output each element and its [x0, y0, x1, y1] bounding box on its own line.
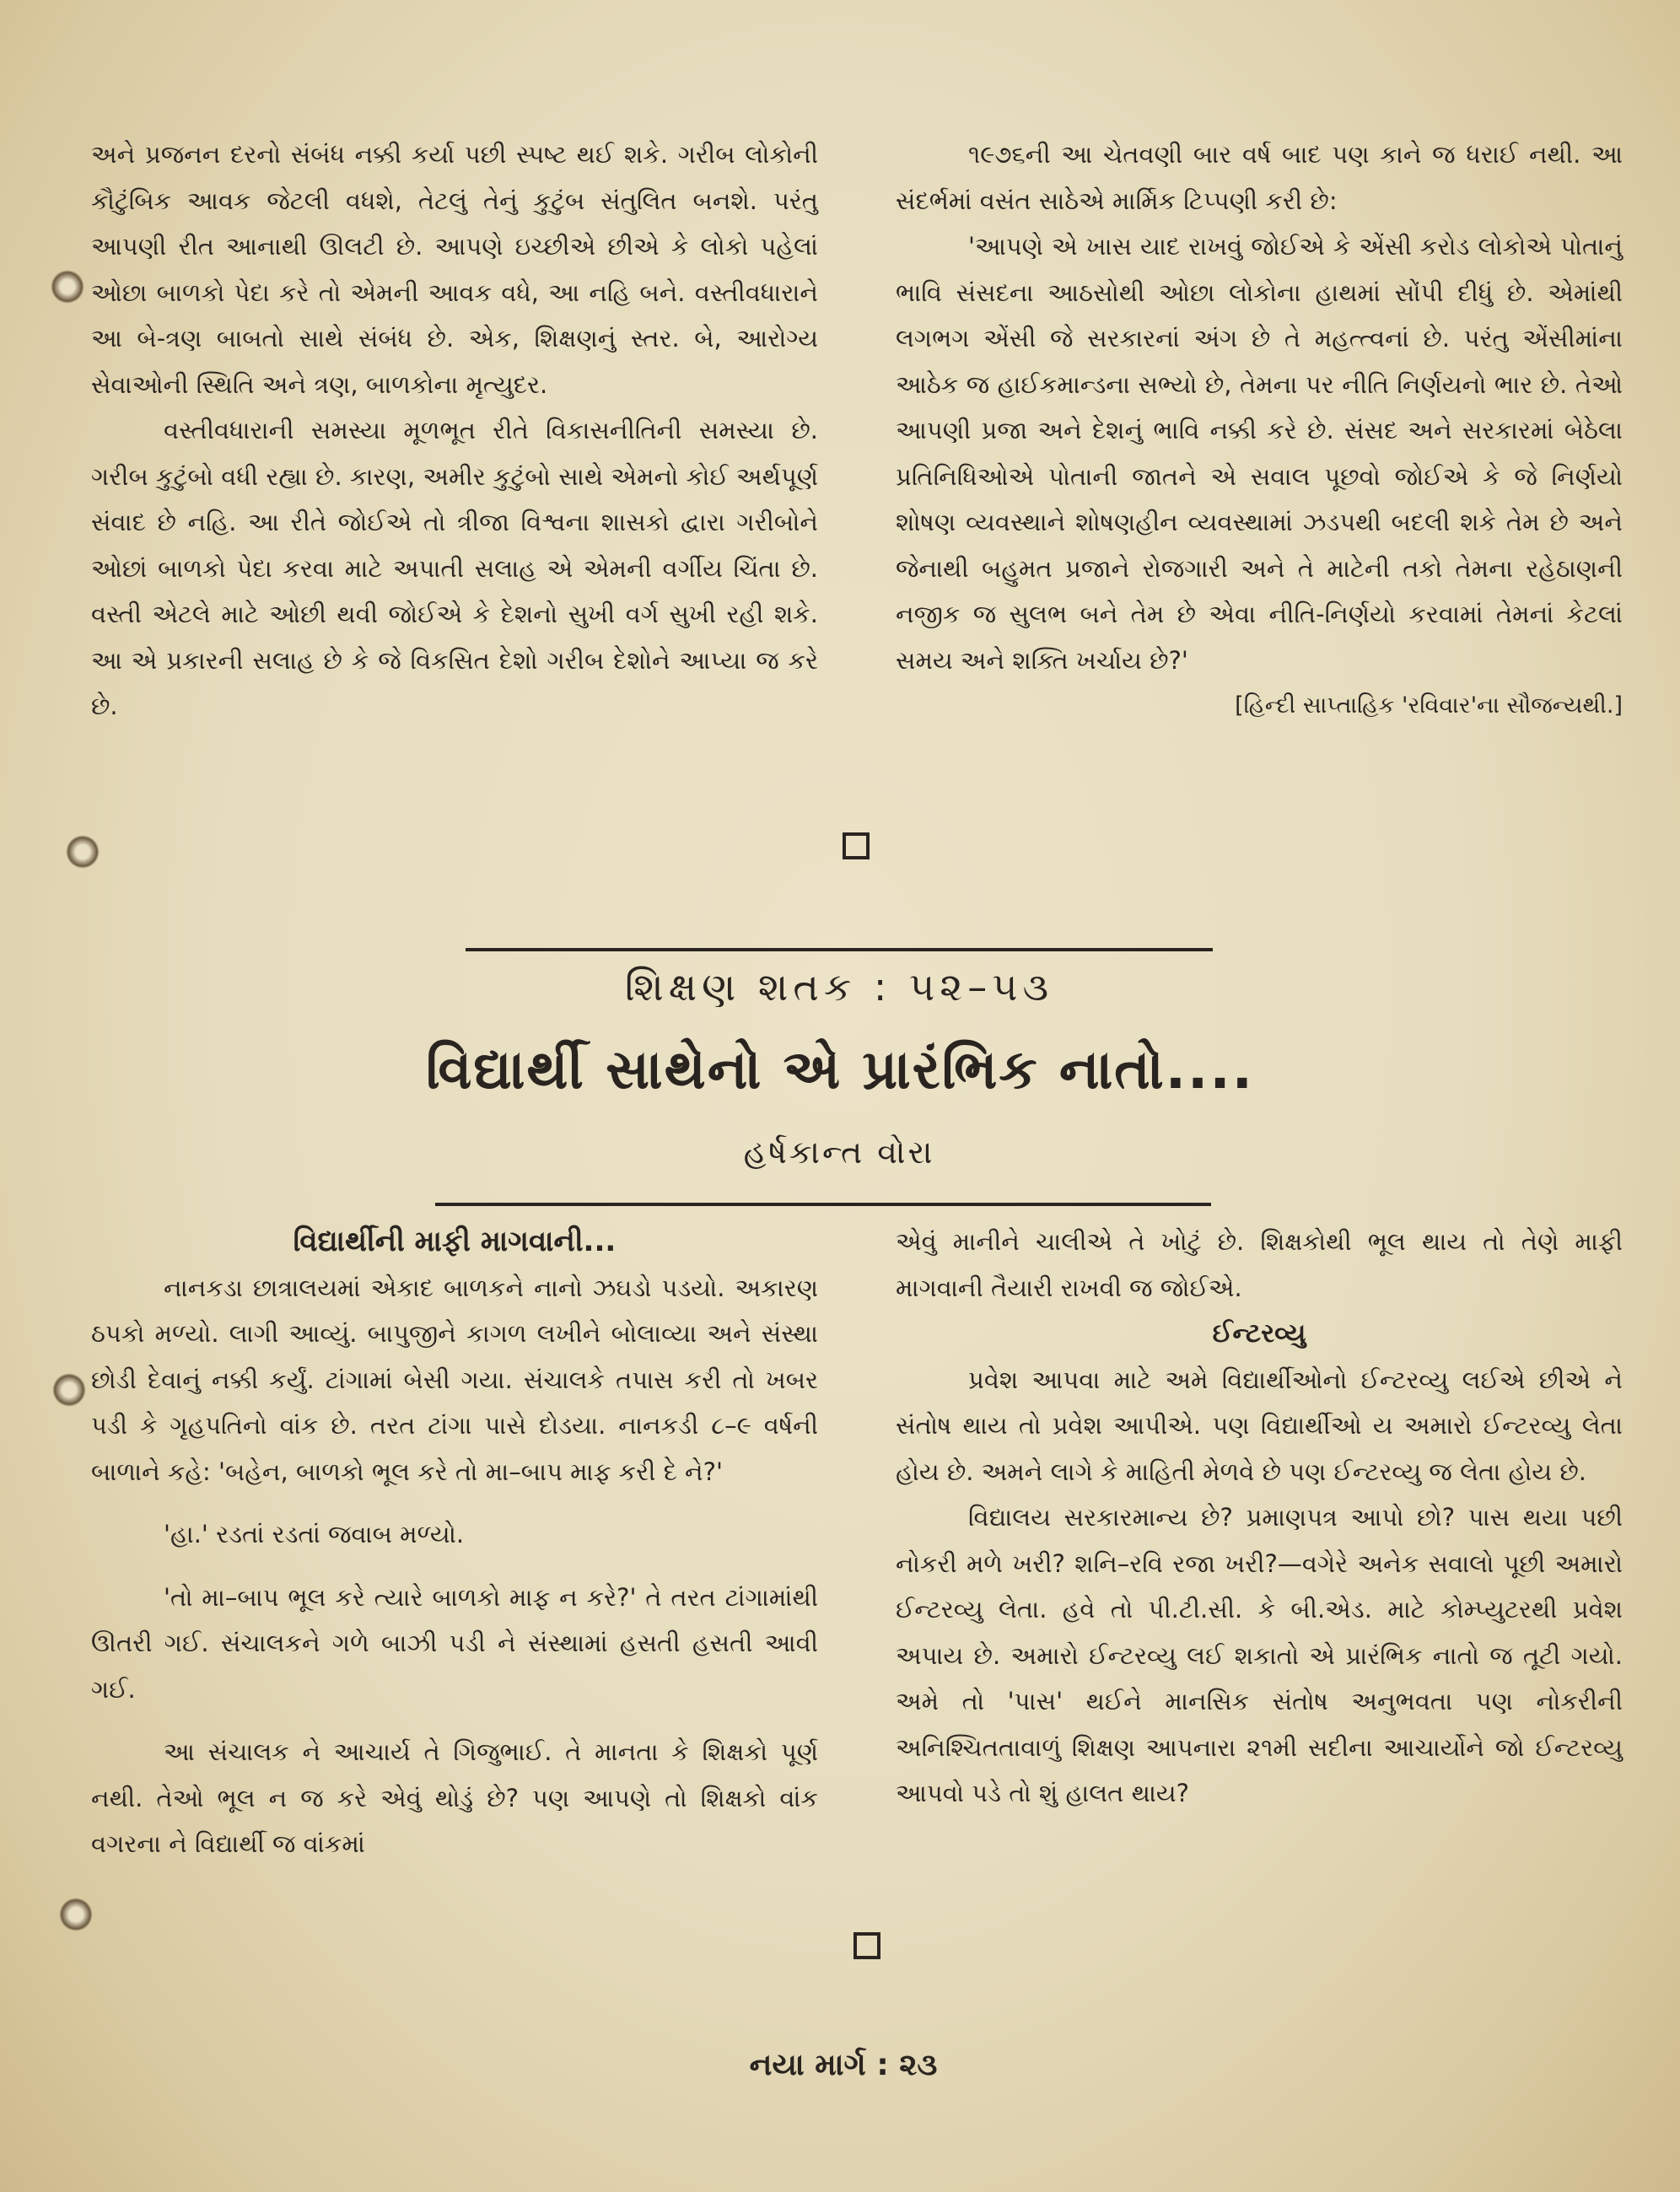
end-of-article-mark — [843, 832, 870, 859]
top-left-column — [91, 132, 818, 730]
quote-paragraph: 'આપણે એ ખાસ યાદ રાખવું જોઈએ કે એંસી કરોડ લોકોએ પોતાનું ભાવિ સંસદના આઠસોથી ઓછા લોકોના હાથમાં સોંપી દીધું છે. એમાંથી લગભગ એંસી જે સરકારનાં અંગ છે તે મહત્ત્વનાં છે. પરંતુ એંસીમાંના આઠેક જ હાઈકમાન્ડના સભ્યો છે, તેમના પર નીતિ નિર્ણયનો ભાર છે. તેઓ આપણી પ્રજા અને દેશનું ભાવિ નક્કી કરે છે. સંસદ અને સરકારમાં બેઠેલા પ્રતિનિધિઓએ પોતાની જાતને એ સવાલ પૂછવો જોઈએ કે જે નિર્ણયો શોષણ વ્યવસ્થાને શોષણહીન વ્યવસ્થામાં ઝડપથી બદલી શકે તેમ છે અને જેનાથી બહુમત પ્રજાને રોજગારી અને તે માટેની તકો તેમના રહેઠાણની નજીક જ સુલભ બને તેમ છે એવા નીતિ-નિર્ણયો કરવામાં તેમનાં કેટલાં સમય અને શક્તિ ખર્ચાય છે?' — [896, 232, 1623, 675]
paragraph: 'હા.' રડતાં રડતાં જવાબ મળ્યો. — [164, 1520, 465, 1548]
binding-hole — [59, 1898, 93, 1931]
paragraph: અને પ્રજનન દરનો સંબંધ નક્કી કર્યા પછી સ્પષ્ટ થઈ શકે. ગરીબ લોકોની કૌટુંબિક આવક જેટલી વધશે, તેટલું તેનું કુટુંબ સંતુલિત બનશે. પરંતુ આપણી રીત આનાથી ઊલટી છે. આપણે ઇચ્છીએ છીએ કે લોકો પહેલાં ઓછા બાળકો પેદા કરે તો એમની આવક વધે, આ નહિ બને. વસ્તીવધારાને આ બે-ત્રણ બાબતો સાથે સંબંધ છે. એક, શિક્ષણનું સ્તર. બે, આરોગ્ય સેવાઓની સ્થિતિ અને ત્રણ, બાળકોના મૃત્યુદર. — [91, 140, 818, 399]
source-credit: [હિન્દી સાપ્તાહિક 'રવિવાર'ના સૌજન્યથી.] — [1235, 692, 1623, 719]
paragraph: પ્રવેશ આપવા માટે અમે વિદ્યાર્થીઓનો ઈન્ટરવ્યુ લઈએ છીએ ને સંતોષ થાય તો પ્રવેશ આપીએ. પણ વિદ્યાર્થીઓ ય અમારો ઈન્ટરવ્યુ લેતા હોય છે. અમને લાગે કે માહિતી મેળવે છે પણ ઈન્ટરવ્યુ જ લેતા હોય છે. — [896, 1365, 1623, 1486]
end-of-article-mark — [853, 1932, 880, 1959]
series-label: શિક્ષણ શતક : ૫૨–૫૩ — [624, 964, 1054, 1010]
paragraph: વસ્તીવધારાની સમસ્યા મૂળભૂત રીતે વિકાસનીતિની સમસ્યા છે. ગરીબ કુટુંબો વધી રહ્યા છે. કારણ, અમીર કુટુંબો સાથે એમનો કોઈ અર્થપૂર્ણ સંવાદ છે નહિ. આ રીતે જોઈએ તો ત્રીજા વિશ્વના શાસકો દ્વારા ગરીબોને ઓછાં બાળકો પેદા કરવા માટે અપાતી સલાહ એ એમની વર્ગીય ચિંતા છે. વસ્તી એટલે માટે ઓછી થવી જોઈએ કે દેશનો સુખી વર્ગ સુખી રહી શકે. આ એ પ્રકારની સલાહ છે કે જે વિકસિત દેશો ગરીબ દેશોને આપ્યા જ કરે છે. — [91, 416, 818, 720]
paragraph: વિદ્યાલય સરકારમાન્ય છે? પ્રમાણપત્ર આપો છો? પાસ થયા પછી નોકરી મળે ખરી? શનિ–રવિ રજા ખરી?—વગેરે અનેક સવાલો પૂછી અમારો ઈન્ટરવ્યુ લેતા. હવે તો પી.ટી.સી. કે બી.એડ. માટે કોમ્પ્યુટરથી પ્રવેશ અપાય છે. અમારો ઈન્ટરવ્યુ લઈ શકાતો એ પ્રારંભિક નાતો જ તૂટી ગયો. અમે તો 'પાસ' થઈને માનસિક સંતોષ અનુભવતા પણ નોકરીની અનિશ્ચિતતાવાળું શિક્ષણ આપનારા ૨૧મી સદીના આચાર્યોને જો ઈન્ટરવ્યુ આપવો પડે તો શું હાલત થાય? — [896, 1503, 1623, 1807]
page-footer: નયા માર્ગ : ૨૩ — [749, 2048, 938, 2082]
binding-hole — [51, 270, 84, 304]
paragraph: એવું માનીને ચાલીએ તે ખોટું છે. શિક્ષકોથી ભૂલ થાય તો તેણે માફી માગવાની તૈયારી રાખવી જ જોઈએ. — [896, 1227, 1623, 1302]
article-author: હર્ષકાન્ત વોરા — [743, 1134, 935, 1171]
article-left-column — [91, 1219, 818, 1867]
paragraph: નાનકડા છાત્રાલયમાં એકાદ બાળકને નાનો ઝઘડો પડયો. અકારણ ઠપકો મળ્યો. લાગી આવ્યું. બાપુજીને કાગળ લખીને બોલાવ્યા અને સંસ્થા છોડી દેવાનું નક્કી કર્યું. ટાંગામાં બેસી ગયા. સંચાલકે તપાસ કરી તો ખબર પડી કે ગૃહપતિનો વાંક છે. તરત ટાંગા પાસે દોડયા. નાનકડી ૮–૯ વર્ષની બાળાને કહે: 'બહેન, બાળકો ભૂલ કરે તો મા–બાપ માફ કરી દે ને?' — [91, 1273, 818, 1486]
article-title: વિદ્યાર્થી સાથેનો એ પ્રારંભિક નાતો.... — [426, 1039, 1254, 1101]
paragraph: 'તો મા–બાપ ભૂલ કરે ત્યારે બાળકો માફ ન કરે?' તે તરત ટાંગામાંથી ઊતરી ગઈ. સંચાલકને ગળે બાઝી પડી ને સંસ્થામાં હસતી હસતી આવી ગઈ. — [91, 1582, 818, 1704]
paragraph: ૧૯૭૬ની આ ચેતવણી બાર વર્ષ બાદ પણ કાને જ ધરાઈ નથી. આ સંદર્ભમાં વસંત સાઠેએ માર્મિક ટિપ્પણી કરી છે: — [896, 140, 1623, 215]
top-right-column — [896, 132, 1623, 730]
article-right-column — [896, 1219, 1623, 1817]
section-rule-bottom — [435, 1203, 1211, 1206]
paragraph: આ સંચાલક ને આચાર્ય તે ગિજુભાઈ. તે માનતા કે શિક્ષકો પૂર્ણ નથી. તેઓ ભૂલ ન જ કરે એવું થોડું છે? પણ આપણે તો શિક્ષકો વાંક વગરના ને વિદ્યાર્થી જ વાંકમાં — [91, 1737, 818, 1858]
subheading: ઈન્ટરવ્યુ — [1212, 1318, 1306, 1349]
binding-hole — [52, 1373, 86, 1407]
binding-hole — [66, 835, 100, 869]
section-rule-top — [466, 948, 1213, 951]
subheading: વિદ્યાર્થીની માફી માગવાની... — [293, 1225, 617, 1258]
